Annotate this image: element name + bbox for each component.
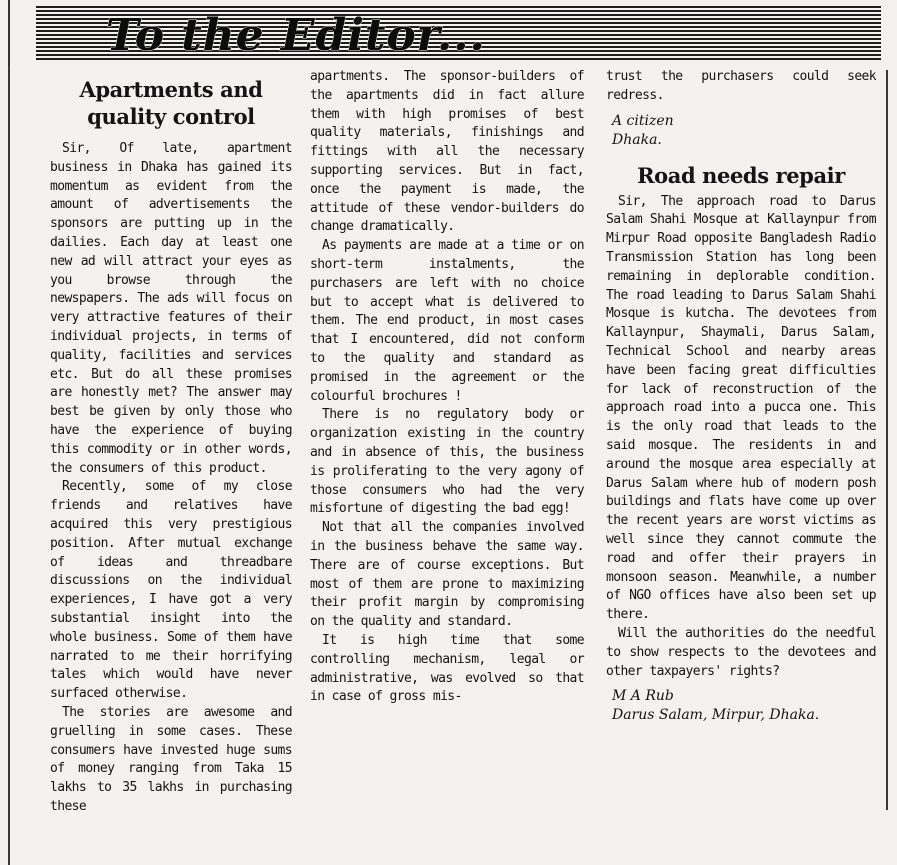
left-border-rule [8, 0, 10, 865]
letter1-paragraph: trust the purchasers could seek redress. [606, 69, 876, 103]
letter2-headline: Road needs repair [637, 162, 845, 188]
letter1-headline: Apartments and quality control [79, 77, 263, 129]
letter1-paragraph: The stories are awesome and gruelling in some cases. These consumers have invested huge sums of money ranging from Taka 15 lakhs to 35 lakhs in purchasing these [50, 704, 292, 814]
letter2-signature-name: M A Rub [612, 688, 674, 705]
letter1-signature-place: Dhaka. [612, 131, 662, 148]
letter1-paragraph: It is high time that some controlling mechanism, legal or administrative, was evolved so that in case of gross mis- [310, 632, 584, 705]
letter1-paragraph: Sir, Of late, apartment business in Dhaka has gained its momentum as evident from the amount of advertisements the sponsors are putting up in the dailies. Each day at least one new ad will attract your eyes as you browse through the newspapers. The ads will focus on very attractive features of their individual projects, in terms of quality, facilities and services etc. But do all these promises are honestly met? The answer may best be given by only those who have the experience of buying this commodity or in other words, the consumers of this product. [50, 141, 292, 476]
right-border-rule [886, 70, 888, 810]
letter2-signature-place: Darus Salam, Mirpur, Dhaka. [612, 707, 820, 724]
section-masthead [8, 0, 887, 66]
letter2-signature [606, 687, 876, 725]
column-3 [606, 68, 876, 725]
letter1-paragraph: apartments. The sponsor-builders of the apartments did in fact allure them with high promises of best quality materials, finishings and fittings with all the necessary supporting services. But in fact, once the payment is made, the attitude of these vendor-builders do change dramatically. [310, 69, 584, 235]
masthead-title: To the Editor... [106, 10, 486, 61]
letter1-paragraph: As payments are made at a time or on short-term instalments, the purchasers are left with no choice but to accept what is delivered to them. The end product, in most cases that I encountered, did not conform to the quality and standard as promised in the agreement or the colourful brochures ! [310, 238, 584, 404]
letter1-paragraph: Recently, some of my close friends and relatives have acquired this very prestigious position. After mutual exchange of ideas and threadbare discussions on the individual experiences, I have got a very substantial insight into the whole business. Some of them have narrated to me their horrifying tales which would have never surfaced otherwise. [50, 479, 292, 702]
letter1-paragraph: Not that all the companies involved in the business behave the same way. There are of course exceptions. But most of them are prone to maximizing their profit margin by compromising on the quality and standard. [310, 520, 584, 630]
letter1-signature-name: A citizen [612, 112, 674, 129]
letter2-paragraph: Will the authorities do the needful to show respects to the devotees and other taxpayers' rights? [606, 625, 876, 679]
column-1 [50, 68, 292, 817]
letter1-paragraph: There is no regulatory body or organization existing in the country and in absence of this, the business is proliferating to the very agony of those consumers who had the very misfortune of digesting the bad egg! [310, 407, 584, 517]
letter2-paragraph: Sir, The approach road to Darus Salam Shahi Mosque at Kallaynpur from Mirpur Road opposite Bangladesh Radio Transmission Station has long been remaining in deplorable condition. The road leading to Darus Salam Shahi Mosque is kutcha. The devotees from Kallaynpur, Shaymali, Darus Salam, Technical School and nearby areas have been facing great difficulties for lack of reconstruction of the approach road into a pucca one. This is the only road that leads to the said mosque. The residents in and around the mosque area especially at Darus Salam where hub of modern posh buildings and flats have come up over the recent years are worst victims as well since they cannot commute the road and offer their prayers in monsoon season. Meanwhile, a number of NGO offices have also been set up there. [606, 193, 876, 623]
letter1-signature [606, 112, 876, 150]
column-2 [310, 68, 584, 707]
